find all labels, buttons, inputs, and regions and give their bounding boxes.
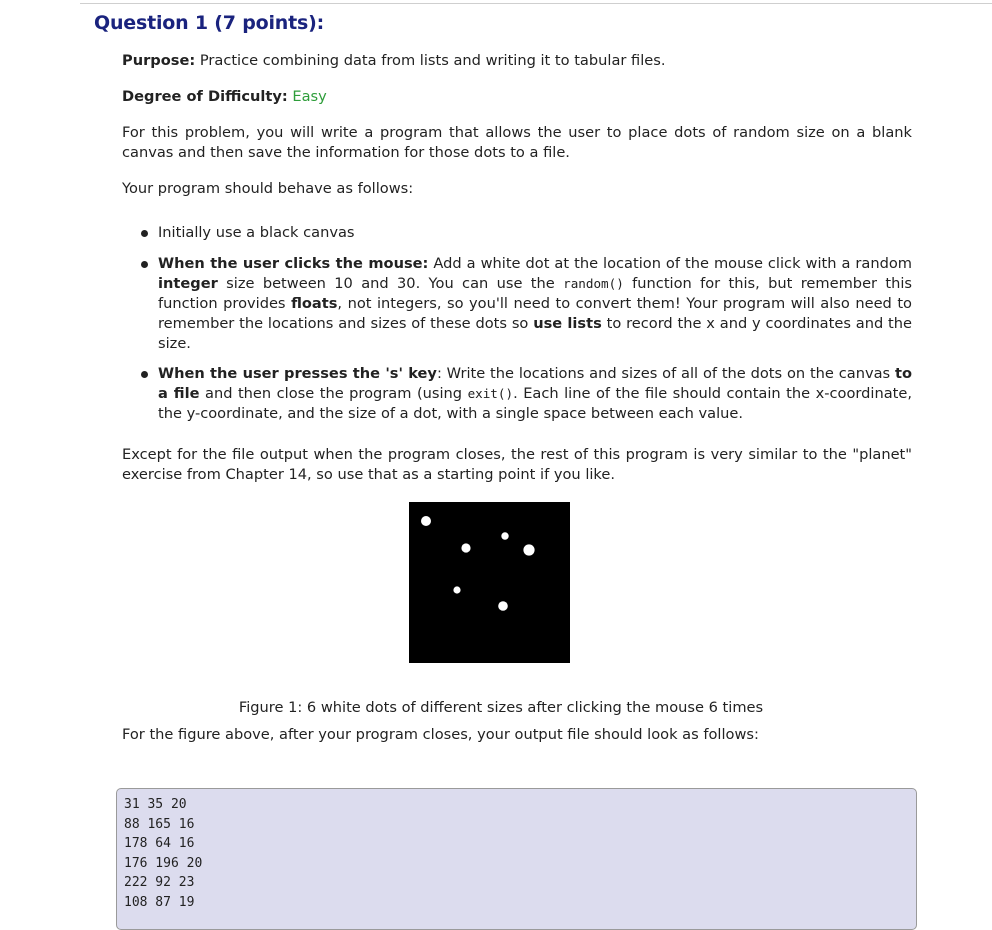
- bullet-key-text-2: and then close the program (using: [205, 385, 463, 402]
- bold-to-file: to a file: [158, 365, 912, 402]
- except-paragraph: Except for the file output when the program closes, the rest of this program is very similar to the "planet" exercise from Chapter 14, so use that as a starting point if you like.: [122, 446, 912, 483]
- output-file-content: [117, 789, 916, 913]
- dot: [421, 516, 431, 526]
- bullet-mouse-text-4: , not integers, so you'll need to convert them! Your program will also need to remember the locations and sizes of these dots so: [158, 295, 912, 332]
- bullet-mouse-text-5: to record the x and y coordinates and the size.: [158, 315, 912, 352]
- bullet-mouse-lead: When the user clicks the mouse:: [158, 255, 429, 272]
- after-figure-text: For the figure above, after your program closes, your output file should look as follows:: [122, 726, 759, 743]
- bold-use-lists: use lists: [533, 315, 602, 332]
- purpose-text: Practice combining data from lists and writing it to tabular files.: [199, 52, 666, 69]
- output-file-box: [116, 788, 917, 930]
- difficulty-line: [122, 87, 912, 107]
- dots-figure: [409, 502, 570, 663]
- bullet-mouse-text-2: size between 10 and 30. You can use the: [226, 275, 555, 292]
- figure-caption: Figure 1: 6 white dots of different sizes after clicking the mouse 6 times: [238, 698, 764, 716]
- question-body: [122, 51, 912, 485]
- list-item: [158, 364, 912, 424]
- exit-code: exit(): [467, 386, 514, 401]
- bullet-key-lead: When the user presses the 's' key: [158, 365, 437, 382]
- dot: [523, 544, 534, 555]
- difficulty-value: Easy: [292, 88, 327, 105]
- random-code: random(): [563, 276, 624, 291]
- bold-floats: floats: [291, 295, 338, 312]
- top-rule: [80, 3, 992, 4]
- dot: [498, 601, 508, 611]
- dot: [501, 532, 508, 539]
- list-item: [158, 254, 912, 354]
- dot: [453, 586, 460, 593]
- canvas-background: [409, 502, 570, 663]
- purpose-label: Purpose:: [122, 52, 196, 69]
- question-title: Question 1 (7 points):: [94, 12, 324, 34]
- difficulty-label: Degree of Difficulty:: [122, 88, 288, 105]
- intro-paragraph: For this problem, you will write a program that allows the user to place dots of random size on a blank canvas and then save the information for those dots to a file.: [122, 124, 912, 161]
- output-line: 176 196 20: [124, 855, 203, 871]
- dots-canvas: [409, 502, 570, 663]
- purpose-line: [122, 51, 912, 71]
- bullet-key-text-1: : Write the locations and sizes of all of the dots on the canvas: [436, 365, 891, 382]
- bullet-key-text-3: . Each line of the file should contain the x-coordinate, the y-coordinate, and the size of a dot, with a single space between each value.: [158, 385, 912, 422]
- bullet-mouse-text-3: function for this, but remember this function provides: [158, 275, 913, 312]
- output-line: 88 165 16: [124, 816, 195, 832]
- bullet-mouse-text-1: Add a white dot at the location of the mouse click with a random: [433, 255, 913, 272]
- output-line: 108 87 19: [124, 894, 195, 910]
- output-line: 31 35 20: [124, 797, 187, 812]
- output-line: 178 64 16: [124, 836, 195, 852]
- behave-paragraph: Your program should behave as follows:: [122, 180, 414, 197]
- dot: [461, 543, 470, 552]
- bold-integer: integer: [158, 275, 218, 292]
- list-item: [158, 223, 912, 243]
- output-line: 222 92 23: [124, 875, 195, 891]
- bullet-canvas-text: Initially use a black canvas: [158, 224, 355, 241]
- behavior-list: [122, 223, 912, 424]
